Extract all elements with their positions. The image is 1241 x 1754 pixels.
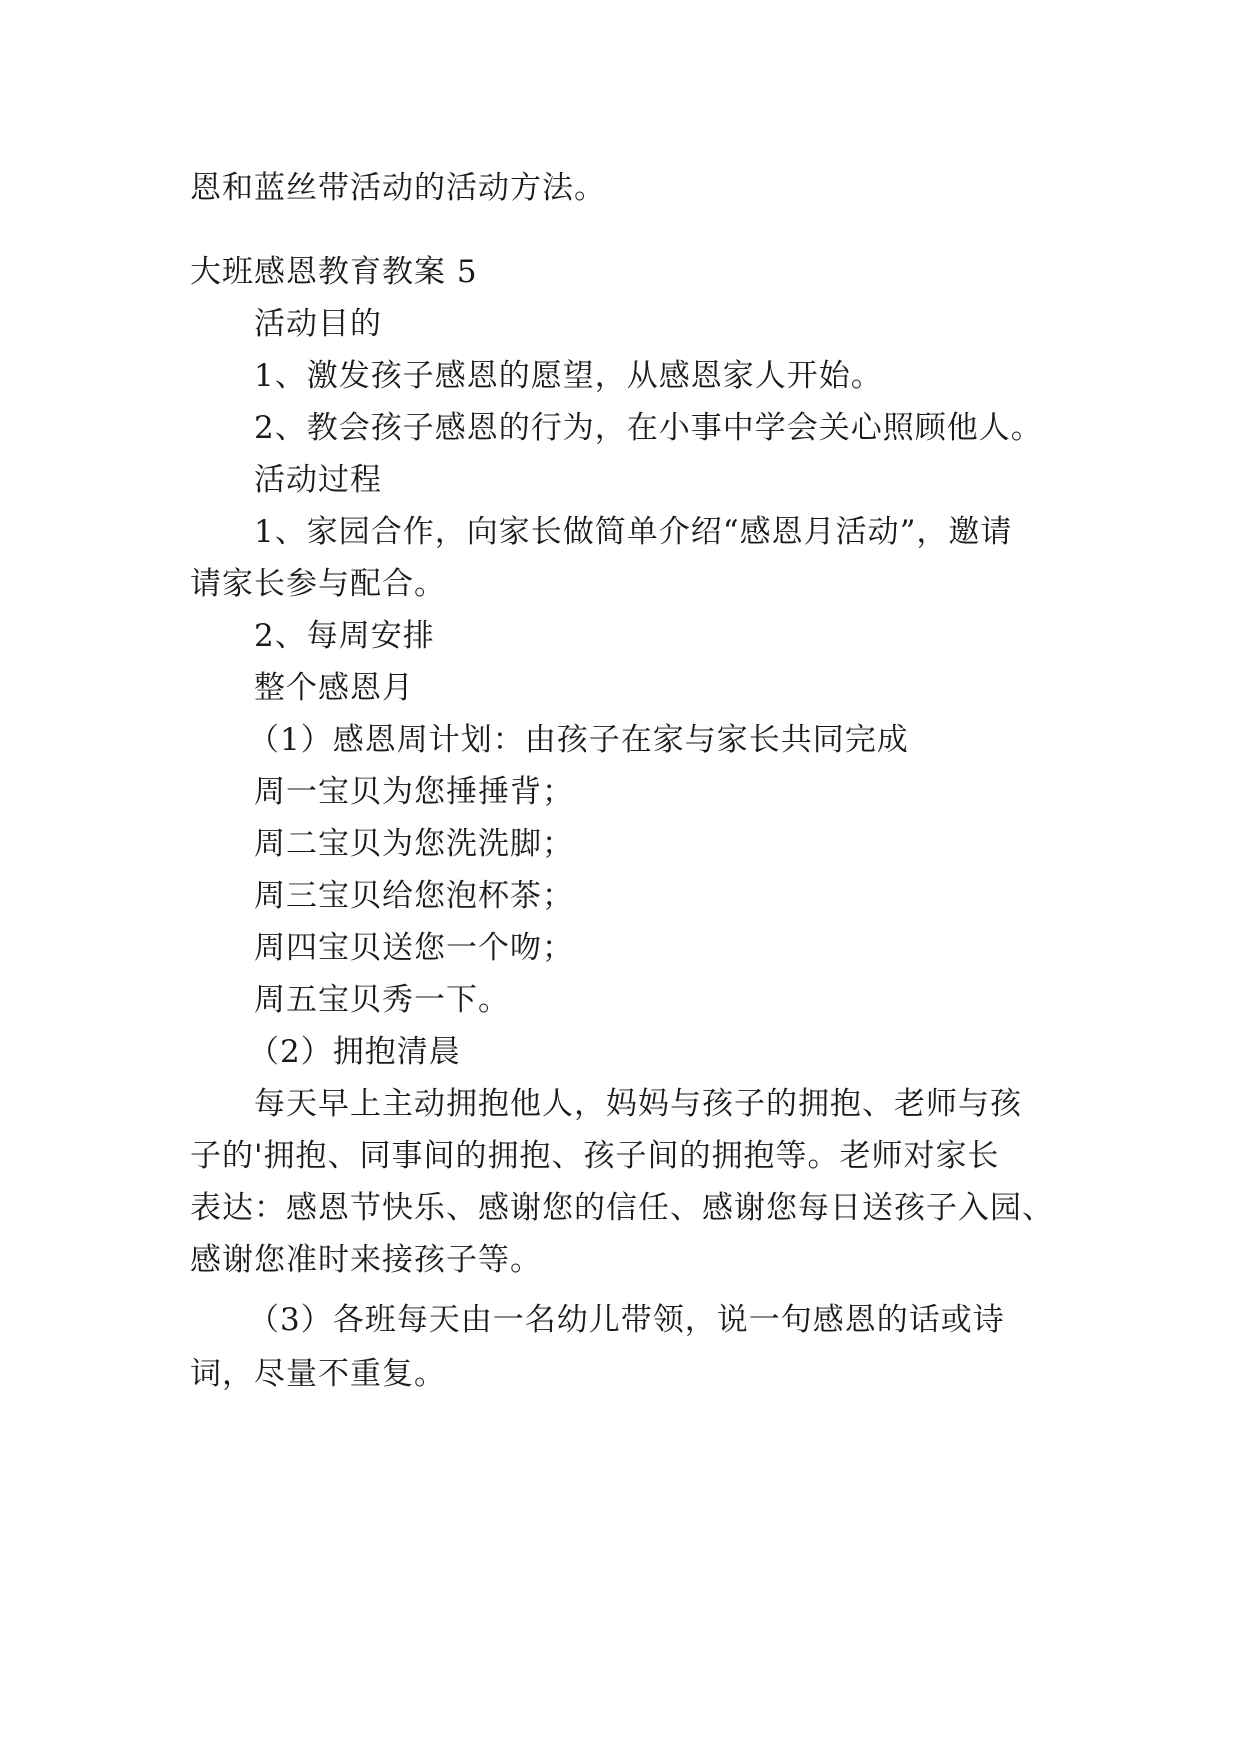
paragraph-line: 词，尽量不重复。 [190,1356,446,1392]
paragraph-line: 表达：感恩节快乐、感谢您的信任、感谢您每日送孩子入园、 [190,1190,1054,1226]
section-title: 大班感恩教育教案 5 [190,254,478,290]
list-item: 周三宝贝给您泡杯茶； [254,878,574,914]
paragraph-line: 恩和蓝丝带活动的活动方法。 [190,170,606,206]
paragraph-line: 1、家园合作，向家长做简单介绍“感恩月活动”，邀请 [254,514,1013,550]
list-item: 周二宝贝为您洗洗脚； [254,826,574,862]
paragraph-line: 2、教会孩子感恩的行为，在小事中学会关心照顾他人。 [254,410,1043,446]
paragraph-line: （1）感恩周计划：由孩子在家与家长共同完成 [248,722,909,758]
paragraph-line: （3）各班每天由一名幼儿带领，说一句感恩的话或诗 [248,1302,1005,1338]
paragraph-line: 请家长参与配合。 [190,566,446,602]
paragraph-line: 每天早上主动拥抱他人，妈妈与孩子的拥抱、老师与孩 [254,1086,1022,1122]
paragraph-line: （2）拥抱清晨 [248,1034,461,1070]
paragraph-line: 1、激发孩子感恩的愿望，从感恩家人开始。 [254,358,883,394]
paragraph-line: 整个感恩月 [254,670,414,706]
paragraph-line: 子的'拥抱、同事间的拥抱、孩子间的拥抱等。老师对家长 [190,1138,1000,1174]
heading-activity-goal: 活动目的 [254,306,382,342]
list-item: 周一宝贝为您捶捶背； [254,774,574,810]
paragraph-line: 感谢您准时来接孩子等。 [190,1242,542,1278]
paragraph-line: 2、每周安排 [254,618,435,654]
heading-activity-process: 活动过程 [254,462,382,498]
list-item: 周四宝贝送您一个吻； [254,930,574,966]
list-item: 周五宝贝秀一下。 [254,982,510,1018]
